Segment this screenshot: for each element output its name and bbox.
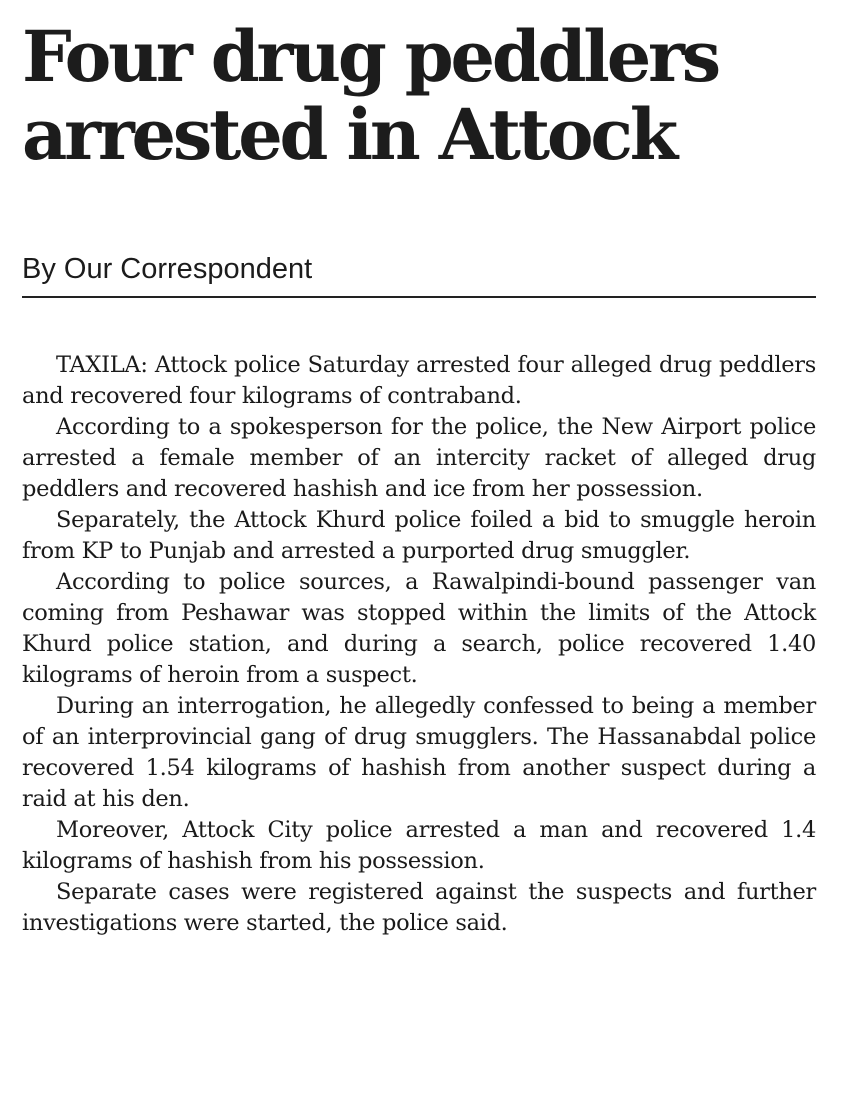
- headline-line-1: Four drug peddlers: [22, 15, 718, 98]
- byline: By Our Correspondent: [22, 252, 816, 298]
- headline: [22, 15, 816, 176]
- paragraph-7: Separate cases were registered against the suspects and further investigations were started, the police said.: [22, 879, 816, 936]
- paragraph-3: Separately, the Attock Khurd police foiled a bid to smuggle heroin from KP to Punjab and arrested a purported drug smuggler.: [22, 507, 816, 564]
- headline-line-2: arrested in Attock: [22, 93, 676, 176]
- paragraph-6: Moreover, Attock City police arrested a man and recovered 1.4 kilograms of hashish from his possession.: [22, 817, 816, 874]
- news-article: [22, 15, 816, 939]
- paragraph-4: According to police sources, a Rawalpindi-bound passenger van coming from Peshawar was stopped within the limits of the Attock Khurd police station, and during a search, police recovered 1.40 kilograms of heroin from a suspect.: [22, 569, 816, 688]
- paragraph-1: TAXILA: Attock police Saturday arrested four alleged drug peddlers and recovered four kilograms of contraband.: [22, 352, 816, 409]
- paragraph-2: According to a spokesperson for the police, the New Airport police arrested a female member of an intercity racket of alleged drug peddlers and recovered hashish and ice from her possession.: [22, 414, 816, 502]
- article-body: [22, 350, 816, 939]
- paragraph-5: During an interrogation, he allegedly confessed to being a member of an interprovincial gang of drug smugglers. The Hassanabdal police recovered 1.54 kilograms of hashish from another suspect during a raid at his den.: [22, 693, 816, 812]
